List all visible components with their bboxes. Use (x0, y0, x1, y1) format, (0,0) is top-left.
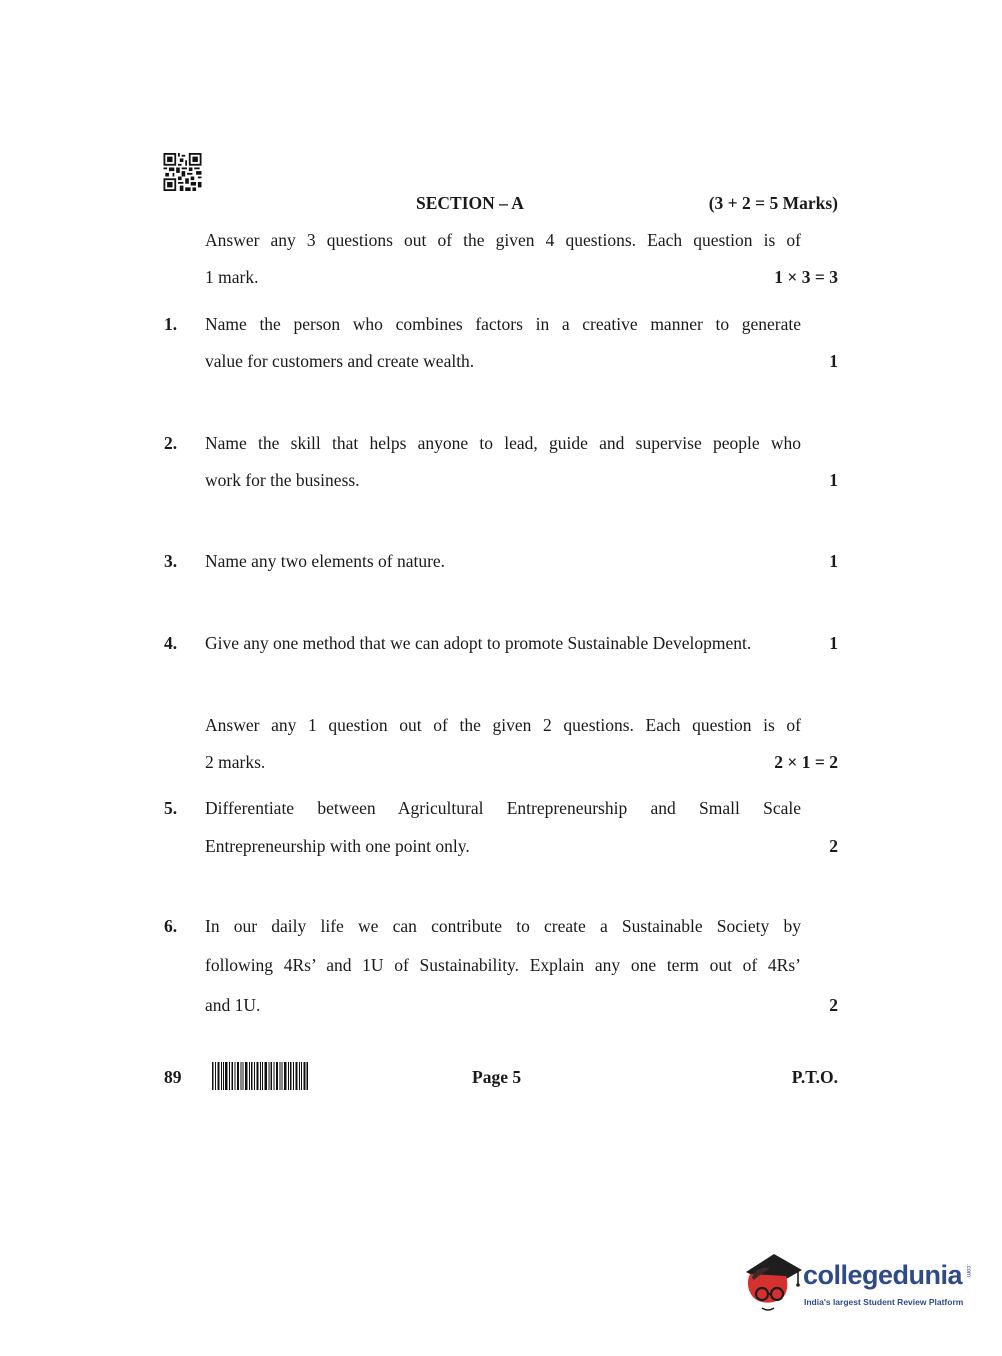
question-number: 6. (164, 916, 178, 936)
question-text-line: work for the business. (205, 470, 360, 490)
brand-suffix: .com (965, 1264, 971, 1278)
paper-code: 89 (164, 1067, 182, 1087)
question-number: 3. (164, 551, 178, 571)
question-text-line: Name any two elements of nature. (205, 551, 446, 571)
question-text-line: Entrepreneurship with one point only. (205, 836, 470, 856)
question-text-line: Give any one method that we can adopt to promote Sustainable Development. (205, 633, 752, 653)
question-marks: 1 (829, 551, 838, 571)
instruction-line: Answer any 1 question out of the given 2 questions. Each question is of (205, 715, 801, 735)
section-title: SECTION – A (416, 193, 524, 213)
qr-code-icon (163, 153, 202, 191)
collegedunia-watermark (740, 1246, 972, 1318)
pto-label: P.T.O. (791, 1067, 838, 1087)
brand-tagline: India's largest Student Review Platform (804, 1297, 964, 1307)
question-marks: 1 (829, 470, 838, 490)
question-text-line: and 1U. (205, 995, 261, 1015)
question-text-line: In our daily life we can contribute to create a Sustainable Society by (205, 916, 801, 936)
page-number: Page 5 (472, 1067, 522, 1087)
question-marks: 1 (829, 351, 838, 371)
question-number: 5. (164, 798, 178, 818)
question-marks: 2 (829, 995, 838, 1015)
instruction-marks: 1 × 3 = 3 (774, 267, 838, 287)
question-text-line: Name the person who combines factors in a creative manner to generate (205, 314, 801, 334)
instruction-line: Answer any 3 questions out of the given 4 questions. Each question is of (205, 230, 801, 250)
brand-name: collegedunia (803, 1260, 963, 1290)
section-marks: (3 + 2 = 5 Marks) (708, 193, 838, 213)
instruction-line: 2 marks. (205, 752, 266, 772)
question-text-line: Name the skill that helps anyone to lead, guide and supervise people who (205, 433, 801, 453)
question-text-line: value for customers and create wealth. (205, 351, 475, 371)
question-text-line: following 4Rs’ and 1U of Sustainability. Explain any one term out of 4Rs’ (205, 955, 801, 975)
mascot-logo-icon (740, 1248, 804, 1314)
question-marks: 1 (829, 633, 838, 653)
instruction-marks: 2 × 1 = 2 (774, 752, 838, 772)
question-number: 1. (164, 314, 178, 334)
question-number: 4. (164, 633, 178, 653)
question-number: 2. (164, 433, 178, 453)
barcode-icon (212, 1062, 308, 1090)
question-marks: 2 (829, 836, 838, 856)
question-text-line: Differentiate between Agricultural Entrepreneurship and Small Scale (205, 798, 801, 818)
instruction-line: 1 mark. (205, 267, 259, 287)
